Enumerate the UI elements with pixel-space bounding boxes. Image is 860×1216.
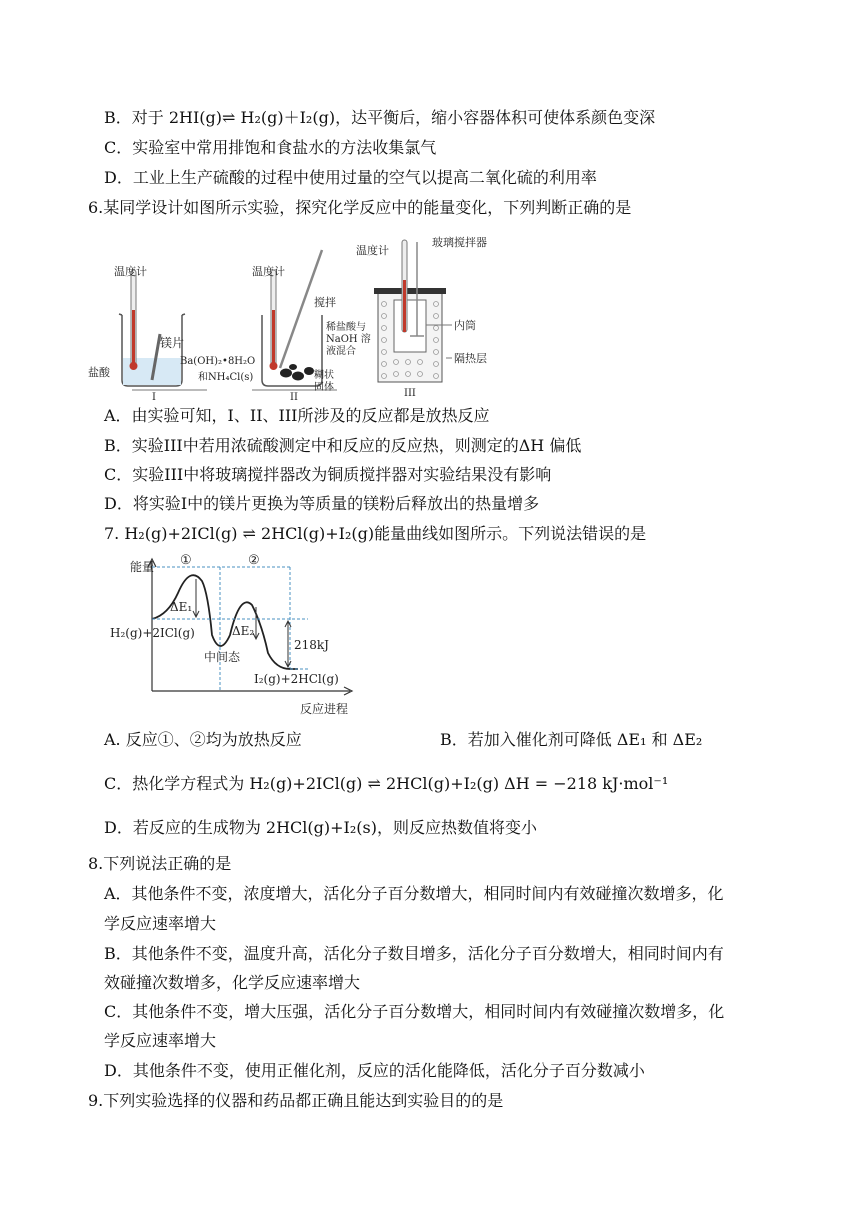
q9-stem: 9.下列实验选择的仪器和药品都正确且能达到实验目的的是: [88, 1091, 504, 1110]
products-label: I₂(g)+2HCl(g): [254, 672, 339, 686]
glass-stirrer-label: 玻璃搅拌器: [432, 236, 487, 249]
paste-label-1: 糊状: [314, 370, 334, 381]
q6-option-d: D．将实验I中的镁片更换为等质量的镁粉后释放出的热量增多: [104, 494, 540, 513]
q7-stem: 7. H₂(g)+2ICl(g) ⇌ 2HCl(g)+I₂(g)能量曲线如图所示。下列说法错误的是: [104, 524, 647, 543]
q8-option-d: D．其他条件不变，使用正催化剂，反应的活化能降低，活化分子百分数减小: [104, 1061, 645, 1080]
label-III: III: [404, 388, 416, 399]
calorimeter-3: [374, 240, 452, 382]
step-2-label: ②: [248, 553, 260, 568]
q6-experiment-figure: [88, 230, 532, 403]
x-axis-label: 反应进程: [300, 702, 349, 716]
step-1-label: ①: [180, 553, 192, 568]
q7-energy-diagram: [108, 545, 378, 717]
label-II: II: [290, 392, 298, 403]
stir-label: 搅拌: [314, 296, 336, 309]
q8-option-a-line1: A．其他条件不变，浓度增大，活化分子百分数增大，相同时间内有效碰撞次数增多，化: [104, 884, 724, 903]
q6-option-c: C．实验III中将玻璃搅拌器改为铜质搅拌器对实验结果没有影响: [104, 465, 552, 484]
energy-label-a: 能量: [130, 560, 155, 574]
q7-option-c: C．热化学方程式为 H₂(g)+2ICl(g) ⇌ 2HCl(g)+I₂(g) ΔH = −218 kJ·mol⁻¹: [104, 774, 669, 793]
q6-option-a: A．由实验可知，I、II、III所涉及的反应都是放热反应: [104, 406, 490, 425]
intermediate-label: 中间态: [204, 650, 241, 664]
q6-option-b: B．实验III中若用浓硫酸测定中和反应的反应热，则测定的ΔH 偏低: [104, 436, 582, 455]
q8-option-c-line1: C．其他条件不变，增大压强，活化分子百分数增大，相同时间内有效碰撞次数增多，化: [104, 1002, 725, 1021]
delta-h-label: 218kJ: [294, 638, 329, 652]
delta-e2-label: ΔE₂: [232, 624, 255, 638]
q8-option-c-line2: 学反应速率增大: [104, 1031, 217, 1050]
reactants-label: H₂(g)+2ICl(g): [110, 626, 195, 640]
q5-option-b: B．对于 2HI(g)⇌ H₂(g)＋I₂(g)，达平衡后，缩小容器体积可使体系颜色变深: [104, 108, 656, 127]
insulation-label: 隔热层: [454, 352, 487, 365]
mg-label: 镁片: [160, 336, 185, 350]
inner-tube-label: 内筒: [454, 319, 476, 332]
q8-option-b-line1: B．其他条件不变，温度升高，活化分子数目增多，活化分子百分数增大，相同时间内有: [104, 944, 724, 963]
reagent-label-2: 和NH₄Cl(s): [198, 372, 254, 383]
beaker-1: [119, 270, 207, 390]
q5-option-c: C．实验室中常用排饱和食盐水的方法收集氯气: [104, 138, 437, 157]
mix-label-2: NaOH 溶: [326, 334, 371, 345]
paste-label-2: 固体: [314, 382, 334, 393]
q7-option-a: A. 反应①、②均为放热反应: [104, 730, 302, 749]
q8-stem: 8.下列说法正确的是: [88, 854, 232, 873]
mix-label-1: 稀盐酸与: [326, 322, 366, 333]
thermo1-label-a: 温度计: [114, 265, 147, 278]
q6-stem: 6.某同学设计如图所示实验，探究化学反应中的能量变化，下列判断正确的是: [88, 198, 632, 217]
thermo2-label: 温度计: [252, 265, 285, 278]
reagent-label-1: Ba(OH)₂•8H₂O: [180, 356, 256, 367]
q5-option-d: D．工业上生产硫酸的过程中使用过量的空气以提高二氧化硫的利用率: [104, 168, 597, 187]
q7-option-b: B．若加入催化剂可降低 ΔE₁ 和 ΔE₂: [440, 730, 703, 749]
q8-option-b-line2: 效碰撞次数增多，化学反应速率增大: [104, 973, 361, 992]
delta-e1-label: ΔE₁: [170, 600, 193, 614]
label-I: I: [152, 392, 156, 403]
mix-label-3: 液混合: [326, 346, 356, 357]
q8-option-a-line2: 学反应速率增大: [104, 914, 217, 933]
thermo3-label: 温度计: [356, 244, 389, 257]
hcl-label: 盐酸: [88, 366, 110, 379]
q7-option-d: D．若反应的生成物为 2HCl(g)+I₂(s)，则反应热数值将变小: [104, 818, 537, 837]
